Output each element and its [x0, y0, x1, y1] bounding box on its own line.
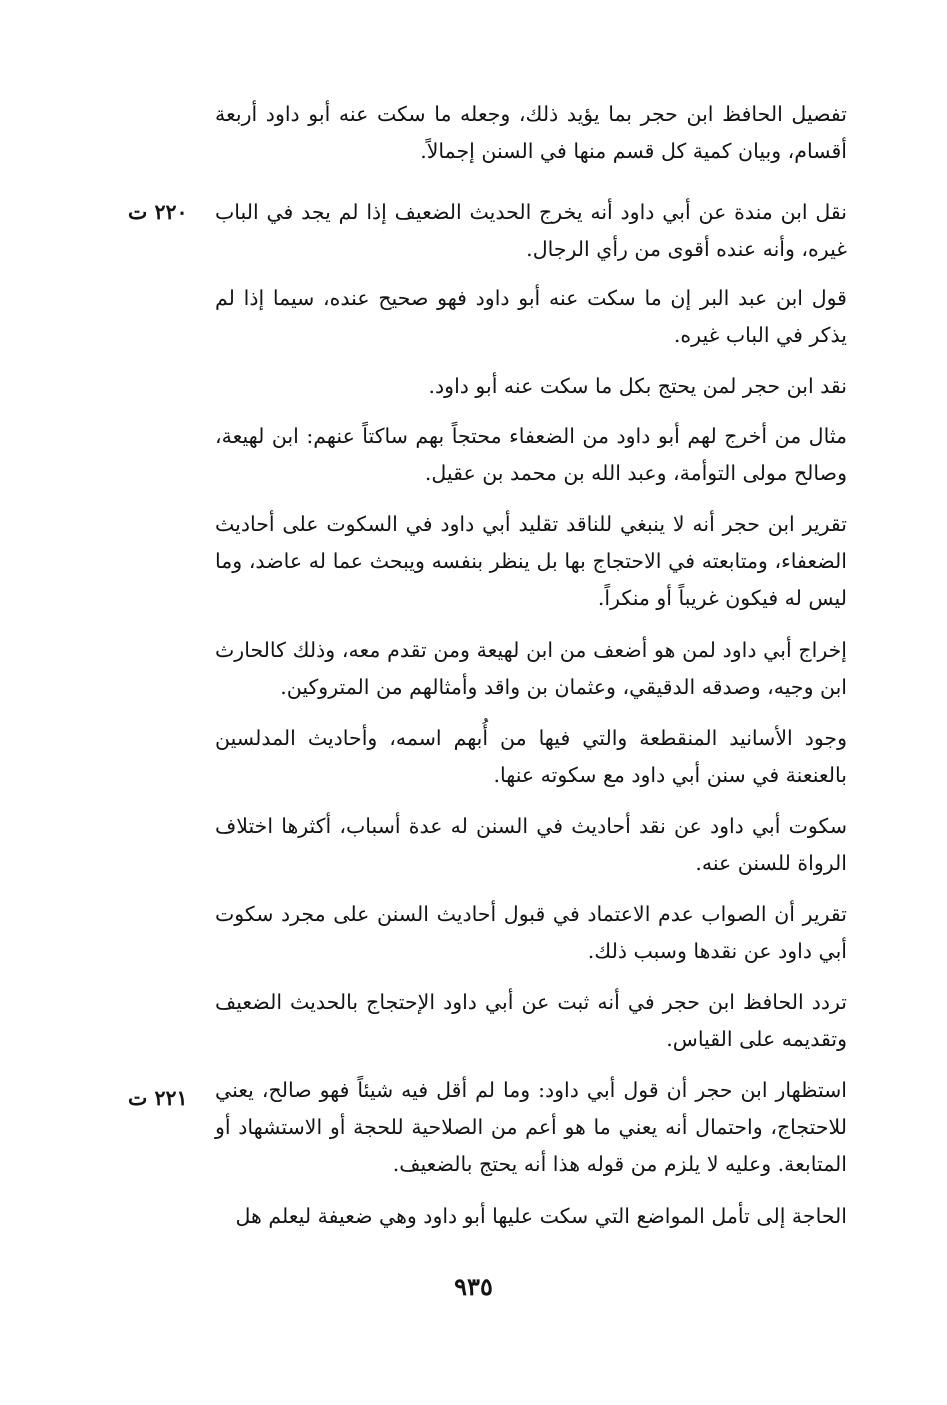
index-entry-10: تقرير أن الصواب عدم الاعتماد في قبول أحاديث السنن على مجرد سكوت أبي داود عن نقدها وسبب ذلك.: [215, 902, 847, 963]
index-entry-6: تقرير ابن حجر أنه لا ينبغي للناقد تقليد أبي داود في السكوت على أحاديث الضعفاء، ومتابعته في الاحتجاج بها بل ينظر بنفسه ويبحث عما له عاضد، وما ليس له فيكون غريباً أو منكراً.: [215, 512, 847, 610]
index-entry-3: قول ابن عبد البر إن ما سكت عنه أبو داود فهو صحيح عنده، سيما إذا لم يذكر في الباب غيره.: [215, 286, 847, 347]
index-entry-9: سكوت أبي داود عن نقد أحاديث في السنن له عدة أسباب، أكثرها اختلاف الرواة للسنن عنه.: [215, 814, 847, 875]
reference-marker-220: ٢٢٠ ت: [128, 200, 188, 224]
page-number: ٩٣٥: [454, 1272, 493, 1301]
index-entry-7: إخراج أبي داود لمن هو أضعف من ابن لهيعة ومن تقدم معه، وذلك كالحارث ابن وجيه، وصدقه الدقيقي، وعثمان بن واقد وأمثالهم من المتروكين.: [215, 638, 847, 699]
index-entry-5: مثال من أخرج لهم أبو داود من الضعفاء محتجاً بهم ساكتاً عنهم: ابن لهيعة، وصالح مولى التوأمة، وعبد الله بن محمد بن عقيل.: [215, 424, 847, 485]
index-entry-8: وجود الأسانيد المنقطعة والتي فيها من أُبهم اسمه، وأحاديث المدلسين بالعنعنة في سنن أبي داود مع سكوته عنها.: [215, 726, 847, 787]
index-entry-13: الحاجة إلى تأمل المواضع التي سكت عليها أبو داود وهي ضعيفة ليعلم هل: [235, 1204, 847, 1228]
reference-marker-221: ٢٢١ ت: [128, 1086, 188, 1110]
index-entry-2: نقل ابن مندة عن أبي داود أنه يخرج الحديث الضعيف إذا لم يجد في الباب غيره، وأنه عنده أقوى من رأي الرجال.: [215, 200, 847, 261]
index-entry-1: تفصيل الحافظ ابن حجر بما يؤيد ذلك، وجعله ما سكت عنه أبو داود أربعة أقسام، وبيان كمية كل قسم منها في السنن إجمالاً.: [215, 102, 847, 163]
index-entry-4: نقد ابن حجر لمن يحتج بكل ما سكت عنه أبو داود.: [428, 374, 847, 398]
index-entry-11: تردد الحافظ ابن حجر في أنه ثبت عن أبي داود الإحتجاج بالحديث الضعيف وتقديمه على القياس.: [215, 990, 847, 1051]
index-entry-12: استظهار ابن حجر أن قول أبي داود: وما لم أقل فيه شيئاً فهو صالح، يعني للاحتجاج، واحتمال أنه يعني ما هو أعم من الصلاحية للحجة أو الاستشهاد أو المتابعة. وعليه لا يلزم من قوله هذا أنه يحتج بالضعيف.: [215, 1078, 847, 1176]
